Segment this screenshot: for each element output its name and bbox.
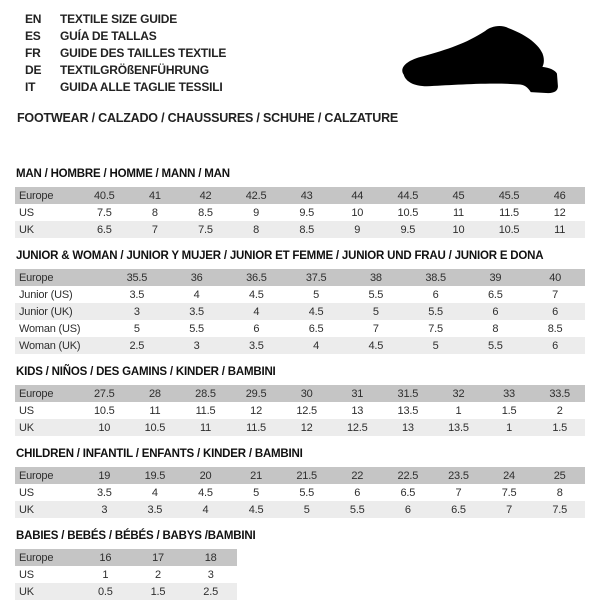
size-cell: 5.5 <box>466 337 526 354</box>
size-cell: 11.5 <box>231 419 282 436</box>
language-row-es <box>25 28 226 45</box>
size-cell: 19.5 <box>130 467 181 484</box>
size-cell: 7.5 <box>406 320 466 337</box>
size-cell: 33.5 <box>534 385 585 402</box>
section-title-man: MAN / HOMBRE / HOMME / MANN / MAN <box>16 168 230 180</box>
size-cell: 3.5 <box>107 286 167 303</box>
size-cell: 25 <box>534 467 585 484</box>
size-cell: 2.5 <box>184 583 237 600</box>
size-cell: 6.5 <box>79 221 130 238</box>
row-label: Europe <box>15 187 79 204</box>
size-cell: 12.5 <box>332 419 383 436</box>
size-cell: 3.5 <box>227 337 287 354</box>
size-cell: 4 <box>180 501 231 518</box>
size-cell: 7.5 <box>484 484 535 501</box>
row-label: US <box>15 204 79 221</box>
size-cell: 13 <box>332 402 383 419</box>
size-cell: 36 <box>167 269 227 286</box>
language-row-de <box>25 62 226 79</box>
language-code: EN <box>25 12 42 26</box>
size-cell: 7.5 <box>79 204 130 221</box>
size-cell: 31.5 <box>383 385 434 402</box>
row-label: UK <box>15 221 79 238</box>
row-label: Junior (US) <box>15 286 107 303</box>
table-row-woman-us <box>15 320 585 337</box>
size-cell: 9 <box>231 204 282 221</box>
language-code: IT <box>25 80 36 94</box>
size-cell: 3 <box>79 501 130 518</box>
table-row-us <box>15 484 585 501</box>
size-cell: 2 <box>534 402 585 419</box>
table-row-europe <box>15 187 585 204</box>
size-cell: 8 <box>130 204 181 221</box>
size-table-man <box>15 187 585 238</box>
size-cell: 4 <box>130 484 181 501</box>
size-cell: 21 <box>231 467 282 484</box>
size-cell: 8 <box>534 484 585 501</box>
size-cell: 8.5 <box>281 221 332 238</box>
size-cell: 6 <box>525 337 585 354</box>
size-cell: 4.5 <box>286 303 346 320</box>
size-cell: 3.5 <box>79 484 130 501</box>
size-cell: 1 <box>484 419 535 436</box>
size-cell: 5.5 <box>281 484 332 501</box>
language-row-en <box>25 11 226 28</box>
language-row-fr <box>25 45 226 62</box>
row-label: US <box>15 566 79 583</box>
size-cell: 11.5 <box>180 402 231 419</box>
size-cell: 45 <box>433 187 484 204</box>
size-cell: 43 <box>281 187 332 204</box>
size-cell: 11 <box>130 402 181 419</box>
size-cell: 10 <box>79 419 130 436</box>
language-code: FR <box>25 46 41 60</box>
table-row-us <box>15 402 585 419</box>
row-label: Europe <box>15 549 79 566</box>
size-cell: 7.5 <box>534 501 585 518</box>
size-cell: 31 <box>332 385 383 402</box>
size-cell: 4.5 <box>231 501 282 518</box>
size-cell: 3.5 <box>167 303 227 320</box>
size-cell: 6 <box>227 320 287 337</box>
size-cell: 7.5 <box>180 221 231 238</box>
size-cell: 10 <box>332 204 383 221</box>
size-cell: 11 <box>180 419 231 436</box>
language-code: DE <box>25 63 42 77</box>
size-cell: 19 <box>79 467 130 484</box>
size-cell: 28.5 <box>180 385 231 402</box>
size-cell: 7 <box>525 286 585 303</box>
shoe-icon <box>394 24 588 102</box>
size-cell: 5 <box>406 337 466 354</box>
table-row-uk <box>15 221 585 238</box>
size-cell: 42.5 <box>231 187 282 204</box>
size-cell: 28 <box>130 385 181 402</box>
table-row-europe <box>15 269 585 286</box>
size-cell: 30 <box>281 385 332 402</box>
size-cell: 4.5 <box>180 484 231 501</box>
size-cell: 4.5 <box>346 337 406 354</box>
size-cell: 45.5 <box>484 187 535 204</box>
size-cell: 5.5 <box>167 320 227 337</box>
size-cell: 18 <box>184 549 237 566</box>
size-cell: 5 <box>231 484 282 501</box>
size-cell: 39 <box>466 269 526 286</box>
row-label: Woman (US) <box>15 320 107 337</box>
size-cell: 7 <box>484 501 535 518</box>
size-cell: 4 <box>286 337 346 354</box>
size-cell: 3 <box>184 566 237 583</box>
size-cell: 7 <box>433 484 484 501</box>
size-cell: 22.5 <box>383 467 434 484</box>
size-cell: 6 <box>406 286 466 303</box>
size-cell: 8.5 <box>180 204 231 221</box>
size-cell: 21.5 <box>281 467 332 484</box>
row-label: Junior (UK) <box>15 303 107 320</box>
size-cell: 13.5 <box>383 402 434 419</box>
size-cell: 23.5 <box>433 467 484 484</box>
category-title: FOOTWEAR / CALZADO / CHAUSSURES / SCHUHE / CALZATURE <box>17 111 399 125</box>
table-row-junior-us <box>15 286 585 303</box>
size-cell: 5 <box>107 320 167 337</box>
size-cell: 6 <box>525 303 585 320</box>
size-cell: 3 <box>107 303 167 320</box>
size-cell: 7 <box>346 320 406 337</box>
size-cell: 38.5 <box>406 269 466 286</box>
size-cell: 10 <box>433 221 484 238</box>
table-row-us <box>15 204 585 221</box>
size-cell: 40 <box>525 269 585 286</box>
size-cell: 5 <box>281 501 332 518</box>
size-cell: 4 <box>167 286 227 303</box>
size-cell: 22 <box>332 467 383 484</box>
size-cell: 10.5 <box>383 204 434 221</box>
section-title-junior-woman: JUNIOR & WOMAN / JUNIOR Y MUJER / JUNIOR ET FEMME / JUNIOR UND FRAU / JUNIOR E DONA <box>16 250 544 262</box>
size-cell: 1.5 <box>132 583 185 600</box>
table-row-europe <box>15 385 585 402</box>
table-row-uk <box>15 501 585 518</box>
section-title-children: CHILDREN / INFANTIL / ENFANTS / KINDER / BAMBINI <box>16 448 303 460</box>
section-title-babies: BABIES / BEBÉS / BÉBÉS / BABYS /BAMBINI <box>16 530 256 542</box>
size-cell: 32 <box>433 385 484 402</box>
size-cell: 41 <box>130 187 181 204</box>
row-label: US <box>15 402 79 419</box>
size-cell: 1 <box>433 402 484 419</box>
size-cell: 4.5 <box>227 286 287 303</box>
size-cell: 10.5 <box>484 221 535 238</box>
size-cell: 38 <box>346 269 406 286</box>
size-table-kids <box>15 385 585 436</box>
size-cell: 29.5 <box>231 385 282 402</box>
language-label: GUÍA DE TALLAS <box>60 29 157 43</box>
table-row-junior-uk <box>15 303 585 320</box>
table-row-uk <box>15 583 237 600</box>
size-section-kids <box>15 365 585 436</box>
size-section-babies <box>15 529 585 600</box>
size-section-junior-woman <box>15 249 585 354</box>
size-cell: 37.5 <box>286 269 346 286</box>
size-cell: 6.5 <box>466 286 526 303</box>
size-cell: 9.5 <box>281 204 332 221</box>
size-cell: 3.5 <box>130 501 181 518</box>
row-label: UK <box>15 419 79 436</box>
table-row-us <box>15 566 237 583</box>
row-label: Europe <box>15 467 79 484</box>
language-row-it <box>25 79 226 96</box>
table-row-europe <box>15 549 237 566</box>
size-cell: 6.5 <box>383 484 434 501</box>
size-cell: 5.5 <box>332 501 383 518</box>
language-label: TEXTILGRÖßENFÜHRUNG <box>60 63 209 77</box>
table-row-uk <box>15 419 585 436</box>
size-cell: 44.5 <box>383 187 434 204</box>
row-label: Woman (UK) <box>15 337 107 354</box>
table-row-woman-uk <box>15 337 585 354</box>
size-cell: 6 <box>332 484 383 501</box>
size-tables <box>15 167 585 611</box>
language-label: GUIDE DES TAILLES TEXTILE <box>60 46 227 60</box>
language-code: ES <box>25 29 41 43</box>
table-row-europe <box>15 467 585 484</box>
size-cell: 12 <box>534 204 585 221</box>
size-cell: 6 <box>466 303 526 320</box>
size-section-children <box>15 447 585 518</box>
size-cell: 5 <box>286 286 346 303</box>
row-label: Europe <box>15 269 107 286</box>
language-list <box>25 11 226 96</box>
size-cell: 6.5 <box>286 320 346 337</box>
size-cell: 10.5 <box>79 402 130 419</box>
size-cell: 1 <box>79 566 132 583</box>
size-cell: 8.5 <box>525 320 585 337</box>
size-cell: 2 <box>132 566 185 583</box>
size-table-babies <box>15 549 237 600</box>
size-cell: 5 <box>346 303 406 320</box>
size-cell: 24 <box>484 467 535 484</box>
size-cell: 11 <box>433 204 484 221</box>
size-cell: 40.5 <box>79 187 130 204</box>
language-label: TEXTILE SIZE GUIDE <box>60 12 178 26</box>
size-cell: 8 <box>231 221 282 238</box>
size-cell: 11 <box>534 221 585 238</box>
size-section-man <box>15 167 585 238</box>
size-cell: 8 <box>466 320 526 337</box>
size-cell: 20 <box>180 467 231 484</box>
size-cell: 5.5 <box>406 303 466 320</box>
size-cell: 4 <box>227 303 287 320</box>
size-cell: 12 <box>281 419 332 436</box>
size-cell: 16 <box>79 549 132 566</box>
size-cell: 11.5 <box>484 204 535 221</box>
row-label: UK <box>15 583 79 600</box>
size-cell: 10.5 <box>130 419 181 436</box>
row-label: US <box>15 484 79 501</box>
size-table-junior-woman <box>15 269 585 354</box>
language-label: GUIDA ALLE TAGLIE TESSILI <box>60 80 223 94</box>
size-cell: 7 <box>130 221 181 238</box>
size-cell: 35.5 <box>107 269 167 286</box>
size-cell: 46 <box>534 187 585 204</box>
size-cell: 2.5 <box>107 337 167 354</box>
size-cell: 17 <box>132 549 185 566</box>
size-cell: 42 <box>180 187 231 204</box>
size-cell: 13 <box>383 419 434 436</box>
size-cell: 5.5 <box>346 286 406 303</box>
row-label: Europe <box>15 385 79 402</box>
size-cell: 1.5 <box>534 419 585 436</box>
size-cell: 12 <box>231 402 282 419</box>
size-cell: 12.5 <box>281 402 332 419</box>
size-cell: 6.5 <box>433 501 484 518</box>
size-cell: 1.5 <box>484 402 535 419</box>
size-table-children <box>15 467 585 518</box>
size-cell: 3 <box>167 337 227 354</box>
size-cell: 36.5 <box>227 269 287 286</box>
size-cell: 33 <box>484 385 535 402</box>
row-label: UK <box>15 501 79 518</box>
size-cell: 27.5 <box>79 385 130 402</box>
size-cell: 9 <box>332 221 383 238</box>
section-title-kids: KIDS / NIÑOS / DES GAMINS / KINDER / BAMBINI <box>16 366 276 378</box>
size-cell: 9.5 <box>383 221 434 238</box>
size-cell: 13.5 <box>433 419 484 436</box>
size-cell: 0.5 <box>79 583 132 600</box>
size-cell: 44 <box>332 187 383 204</box>
size-cell: 6 <box>383 501 434 518</box>
